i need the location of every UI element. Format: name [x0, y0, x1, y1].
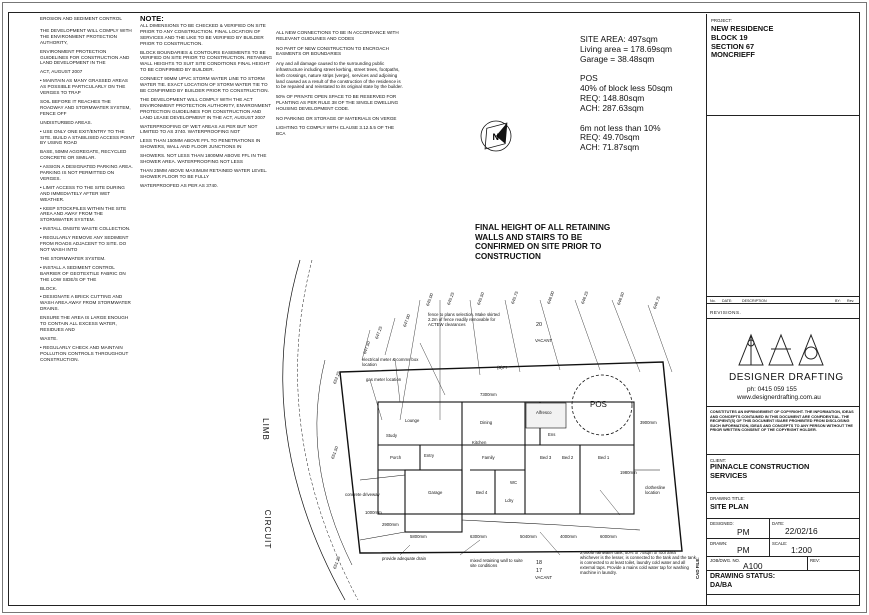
callout-meter: electrical meter & comms box location [362, 357, 419, 367]
erosion-para: ENVIRONMENT PROTECTION GUIDELINES FOR CONSTRUCTION AND LAND DEVELOPMENT IN THE [40, 48, 130, 66]
erosion-para: THE STORMWATER SYSTEM. [40, 255, 106, 261]
designed-row [707, 519, 860, 539]
project-line: SECTION 67 [711, 41, 755, 51]
job-value: A100 [743, 561, 763, 571]
dimension-label: 5040mm [520, 534, 537, 539]
pos-req: REQ: 148.80sqm [580, 92, 645, 103]
project-line: MONCRIEFF [711, 50, 755, 60]
street-limb: LIMB [260, 418, 270, 441]
client-line: PINNACLE CONSTRUCTION [710, 462, 810, 471]
erosion-para: • MAINTAIN AS MANY GRASSED AREAS AS POSSIBLE PARTICULARLY ON THE VERGES TO TRAP [40, 78, 129, 96]
notes2-para: NO PART OF NEW CONSTRUCTION TO ENCROACH EASMENTS OR BOUNDARIES [276, 45, 389, 57]
garage-area: Garage = 38.48sqm [580, 53, 655, 64]
contour-level: 651.25 [331, 555, 342, 570]
room-porch: Porch [390, 455, 402, 460]
company-name: DESIGNER DRAFTING [729, 372, 844, 383]
rev-col-desc: DESCRIPTION [742, 298, 767, 303]
erosion-para: • DESIGNATE A BRICK CUTTING AND WASH AREA AWAY FROM STORMWATER DRAINS. [40, 294, 131, 312]
scale-value: 1:200 [791, 545, 812, 555]
company-phone: ph: 0415 059 155 [747, 386, 797, 393]
room-ldry: Ldry [505, 498, 514, 503]
contour-level: 645.75 [509, 290, 520, 305]
dimension-label: 4000mm [560, 534, 577, 539]
callout-tank: 2,000ltr rainwater tank, 50% or 75sqm of roof area whichever is the lesser, is connected to the tank and the tank is connected to at least toilet, laundry cold water and all external taps. Provide a mains cold water tap for washing machine in laundry. [580, 550, 696, 575]
room-garage: Garage [428, 490, 443, 495]
erosion-para: • LIMIT ACCESS TO THE SITE DURING AND IMMEDIATELY AFTER WET WEATHER. [40, 184, 125, 202]
client-line: SERVICES [710, 470, 748, 480]
rev-col-no: No. [710, 298, 716, 303]
min-req: REQ: 49.70sqm [580, 132, 640, 143]
designer-drafting-logo [727, 329, 837, 371]
room-study: Study [386, 433, 397, 438]
contour-level: 645.25 [445, 291, 456, 306]
erosion-para: ACT, AUGUST 2007 [40, 69, 83, 75]
scale-label: SCALE: [772, 541, 788, 546]
drawing-title-cell [707, 493, 860, 519]
room-bed1: Bed 1 [598, 455, 610, 460]
contour-level: 646.25 [579, 290, 590, 305]
room-wc: WC [510, 480, 518, 485]
contour-level: 647.25 [373, 325, 384, 340]
room-bed4: Bed 4 [476, 490, 488, 495]
erosion-para: BLOCK. [40, 285, 58, 291]
callout-fence: fence to plans selection. Make skirted 2.2m of fence readily removable for ACTEW clearances [428, 312, 500, 327]
drawn-row [707, 539, 860, 557]
north-label: N [492, 132, 499, 142]
contour-level: 645.00 [424, 292, 435, 307]
job-label: JOB/DWG. NO. [710, 558, 741, 563]
notes-para: SHOWERS. NOT LESS THAN 1800MM ABOVE FFL IN THE SHOWER AREA. WATERPROOFING NOT LESS [140, 153, 267, 165]
notes-para: LESS THAN 150MM ABOVE FFL TO PENETRATIONS IN SHOWERS, WALL AND FLOOR JUNCTIONS IN [140, 138, 261, 150]
room-ens: Ens [548, 432, 556, 437]
notes-para: THE DEVELOPMENT WILL COMPLY WITH THE ACT ENVIRONMENT PROTECTION AUTHORITY, ENVIRONMENT PROTECTION GUIDELINES FOR CONSTRUCTION AND LAND LEASE DEVELOPMENT IN THE ACT, AUGUST 2007 [140, 96, 271, 120]
callout-retaining: mixed retaining wall to suite site conditions [470, 558, 523, 568]
contour-level: 645.50 [475, 291, 486, 306]
project-line: NEW RESIDENCE [711, 24, 774, 33]
block-no-18: 18 [536, 560, 542, 566]
status-value: DA/BA [710, 581, 733, 589]
revisions-header [707, 296, 860, 304]
client-lines [710, 463, 857, 481]
retaining-note: FINAL HEIGHT OF ALL RETAINING WALLS AND STAIRS TO BE CONFIRMED ON SITE PRIOR TO CONSTRUCTION [475, 223, 611, 261]
room-bed2: Bed 2 [562, 455, 574, 460]
rev-col-rev: Rev. [847, 298, 855, 303]
designed-label: DESIGNED: [710, 521, 734, 526]
notes-title: NOTE: [140, 16, 164, 23]
title-block [695, 14, 859, 605]
erosion-para: • REGULARLY CHECK AND MAINTAIN POLLUTION CONTROLS THROUGHOUT CONSTRUCTION. [40, 344, 129, 362]
contour-level: 646.00 [545, 290, 556, 305]
room-dining: Dining [480, 420, 493, 425]
erosion-para: • INSTALL ONSITE WASTE COLLECTION. [40, 226, 131, 232]
erosion-para: • REGULARLY REMOVE ANY SEDIMENT FROM ROADS ADJACENT TO SITE. DO NOT WASH INTO [40, 235, 129, 252]
notes-para: WATERPROOFED AS PER AS 3740. [140, 182, 218, 188]
rev-label: REV: [810, 558, 820, 563]
block-no-20: 20 [536, 322, 542, 328]
erosion-para: • KEEP STOCKPILES WITHIN THE SITE AREA AND AWAY FROM THE STORMWATER SYSTEM. [40, 205, 127, 223]
notes2-para: LIGHTING TO COMPLY WITH CLAUSE 3.12.5.5 OF THE BCA [276, 125, 395, 137]
pos-title: POS [580, 73, 598, 84]
dimension-label: 5800mm [410, 534, 427, 539]
pos-rule: 40% of block less 50sqm [580, 83, 673, 94]
notes-para: THAN 25MM ABOVE MAXIMUM RETAINED WATER LEVEL. SHOWER FLOOR TO BE FULLY [140, 167, 268, 179]
project-cell [707, 14, 860, 116]
notes2-para: ALL NEW CONNECTIONS TO BE IN ACCORDANCE WITH RELEVANT GUIDLINES AND CODES [276, 30, 399, 41]
drawing-title-label: DRAWING TITLE: [710, 496, 745, 501]
erosion-para: BASE, 50MM AGGREGATE, RECYCLED CONCRETE OR SIMILAR. [40, 149, 127, 161]
room-lounge: Lounge [405, 418, 420, 423]
erosion-para: ENSURE THE AREA IS LARGE ENOUGH TO CONTAIN ALL EXCESS WATER, RESIDUES AND [40, 315, 129, 332]
notes-para: CONNECT 90MM UPVC STORM WATER LINE TO STORM WATER TIE. EXACT LOCATION OF STORM WATER TIE TO BE CONFIRMED BY BUILDER PRIOR TO CONSTRUCTION. [140, 76, 269, 93]
pos-ach: ACH: 287.63sqm [580, 102, 644, 113]
min-rule: 6m not less than 10% [580, 122, 661, 133]
company-website: www.designerdrafting.com.au [737, 394, 821, 401]
contour-level: 647.00 [401, 313, 412, 328]
drawn-value: PM [737, 545, 750, 555]
erosion-para: THE DEVELOPMENT WILL COMPLY WITH THE ENVIRONMENT PROTECTION AUTHORITY, [40, 27, 132, 45]
notes2-para: NO PARKING OR STORAGE OF MATERIALS ON VERGE [276, 115, 397, 121]
dimension-label: 1000mm [365, 510, 382, 515]
dimension-label: 6000mm [600, 534, 617, 539]
erosion-para: WASTE. [40, 335, 58, 341]
vacant-2: VACANT [535, 575, 553, 580]
street-circuit: CIRCUIT [263, 509, 273, 550]
easement-label: (S)77 [497, 365, 508, 370]
status-label: DRAWING STATUS: [710, 573, 776, 580]
room-entry: Entry [424, 453, 435, 458]
room-family: Family [482, 455, 495, 460]
callout-clothesline: clothesline location [645, 485, 666, 495]
contour-level: 646.50 [615, 291, 626, 306]
contour-level: 652.25 [331, 370, 342, 385]
living-area: Living area = 178.69sqm [580, 43, 672, 54]
status-row [707, 571, 860, 595]
block-no-17: 17 [536, 568, 542, 574]
notes2-para: Any and all damage caused to the surrounding public infrastructure including street kerbing, street trees, footpaths, kerb crossings, nature strips (verge), services and adjoining land caused as a result of the construction of the residence is to be repaired and reinstated to its original state by the builder. [276, 61, 403, 90]
callout-gas: gas meter location [366, 377, 402, 382]
dimension-label: 3900mm [640, 420, 657, 425]
dimension-label: 1980mm [620, 470, 637, 475]
project-lines [711, 25, 856, 60]
project-line: BLOCK 19 [711, 32, 748, 42]
job-row [707, 557, 860, 571]
notes-para: WATERPROOFING OF WET AREAS AS PER BUT NOT LIMITED TO AS 3740. WATERPROOFING NOT [140, 123, 258, 135]
erosion-para: UNDISTURBED AREAS. [40, 119, 92, 125]
min-ach: ACH: 71.87sqm [580, 142, 640, 153]
room-kitchen: Kitchen [472, 440, 487, 445]
room-bed3: Bed 3 [540, 455, 552, 460]
erosion-para: • ASSIGN A DESIGNATED PARKING AREA. PARKING IS NOT PERMITTED ON VERGES. [40, 164, 133, 181]
dimension-label: 2900mm [382, 522, 399, 527]
erosion-para: • INSTALL A SEDIMENT CONTROL BARRIER OF GEOTEXTILE FABRIC ON THE LOW SIDE/S OF THE [40, 264, 126, 282]
notes-para: BLOCK BOUNDARIES & CONTOURS EASEMENTS TO BE VERIFIED ON SITE PRIOR TO CONSTRUCTION. RETAINING WALL HEIGHTS TO SUIT SITE CONDITIONS FINAL HEIGHT TO BE CONFIRMED BY BUILDER. [140, 49, 273, 73]
revisions-label: REVISIONS. [710, 310, 742, 315]
cad-file-label: CAD FILE: [695, 557, 700, 579]
vacant-1: VACANT [535, 338, 553, 343]
contour-level: 651.50 [329, 445, 340, 460]
designed-value: PM [737, 527, 750, 537]
room-alfresco: Alfresco [536, 410, 552, 415]
contour-level: 647.50 [361, 340, 372, 355]
client-label: CLIENT: [710, 458, 726, 463]
drawing-title: SITE PLAN [710, 502, 749, 511]
dimension-label: 6300mm [470, 534, 487, 539]
notes2-para: 50% OF PRIVATE OPEN SPACE TO BE RESERVED FOR PLANTING AS PER RULE 38 OF THE SINGLE DWELLING HOUSING DEVELOPMENT CODE. [276, 94, 399, 111]
rev-col-by: BY: [835, 298, 841, 303]
erosion-para: • USE ONLY ONE EXIT/ENTRY TO THE SITE. BUILD A STABILISED ACCESS POINT BY USING ROAD [40, 128, 135, 146]
dimension-label: 7300mm [480, 392, 497, 397]
notes-para: ALL DIMENSIONS TO BE CHECKED & VERIFIED ON SITE PRIOR TO ANY CONSTRUCTION. FINAL LOCATION OF SERVICES AND THE LIKE TO BE VERIFIED BY BUILDER PRIOR TO CONSTRUCTION. [140, 22, 266, 46]
client-cell [707, 455, 860, 493]
callout-drain: provide adequate drain [382, 556, 426, 561]
drawn-label: DRAWN: [710, 541, 728, 546]
pos-label: POS [590, 400, 607, 409]
erosion-title: EROSION AND SEDIMENT CONTROL [40, 16, 122, 21]
callout-driveway: concrete driveway [345, 492, 380, 497]
site-area: SITE AREA: 497sqm [580, 34, 658, 44]
contour-level: 646.75 [651, 295, 662, 310]
rev-col-date: DATE: [722, 298, 733, 303]
date-value: 22/02/16 [785, 526, 818, 536]
copyright-disclaimer: CONSTITUTES AN INFRINGEMENT OF COPYRIGHT. THE INFORMATION, IDEAS AND CONCEPTS CONTAINED IN THIS DOCUMENT ARE CONFIDENTIAL. THE RECIPIENT(S) OF THIS DOCUMENT IS/ARE PROHIBITED FROM DISCLOSING SUCH INFORMATION, IDEAS AND CONCEPTS TO ANY PERSON WITHOUT THE PRIOR WRITTEN CONSENT OF THE COPYRIGHT HOLDER. [710, 410, 854, 433]
erosion-para: SOIL BEFORE IT REACHES THE ROADWAY AND STORMWATER SYSTEM, FENCE OFF [40, 98, 131, 116]
date-label: DATE: [772, 521, 785, 526]
project-label: PROJECT: [711, 18, 732, 23]
